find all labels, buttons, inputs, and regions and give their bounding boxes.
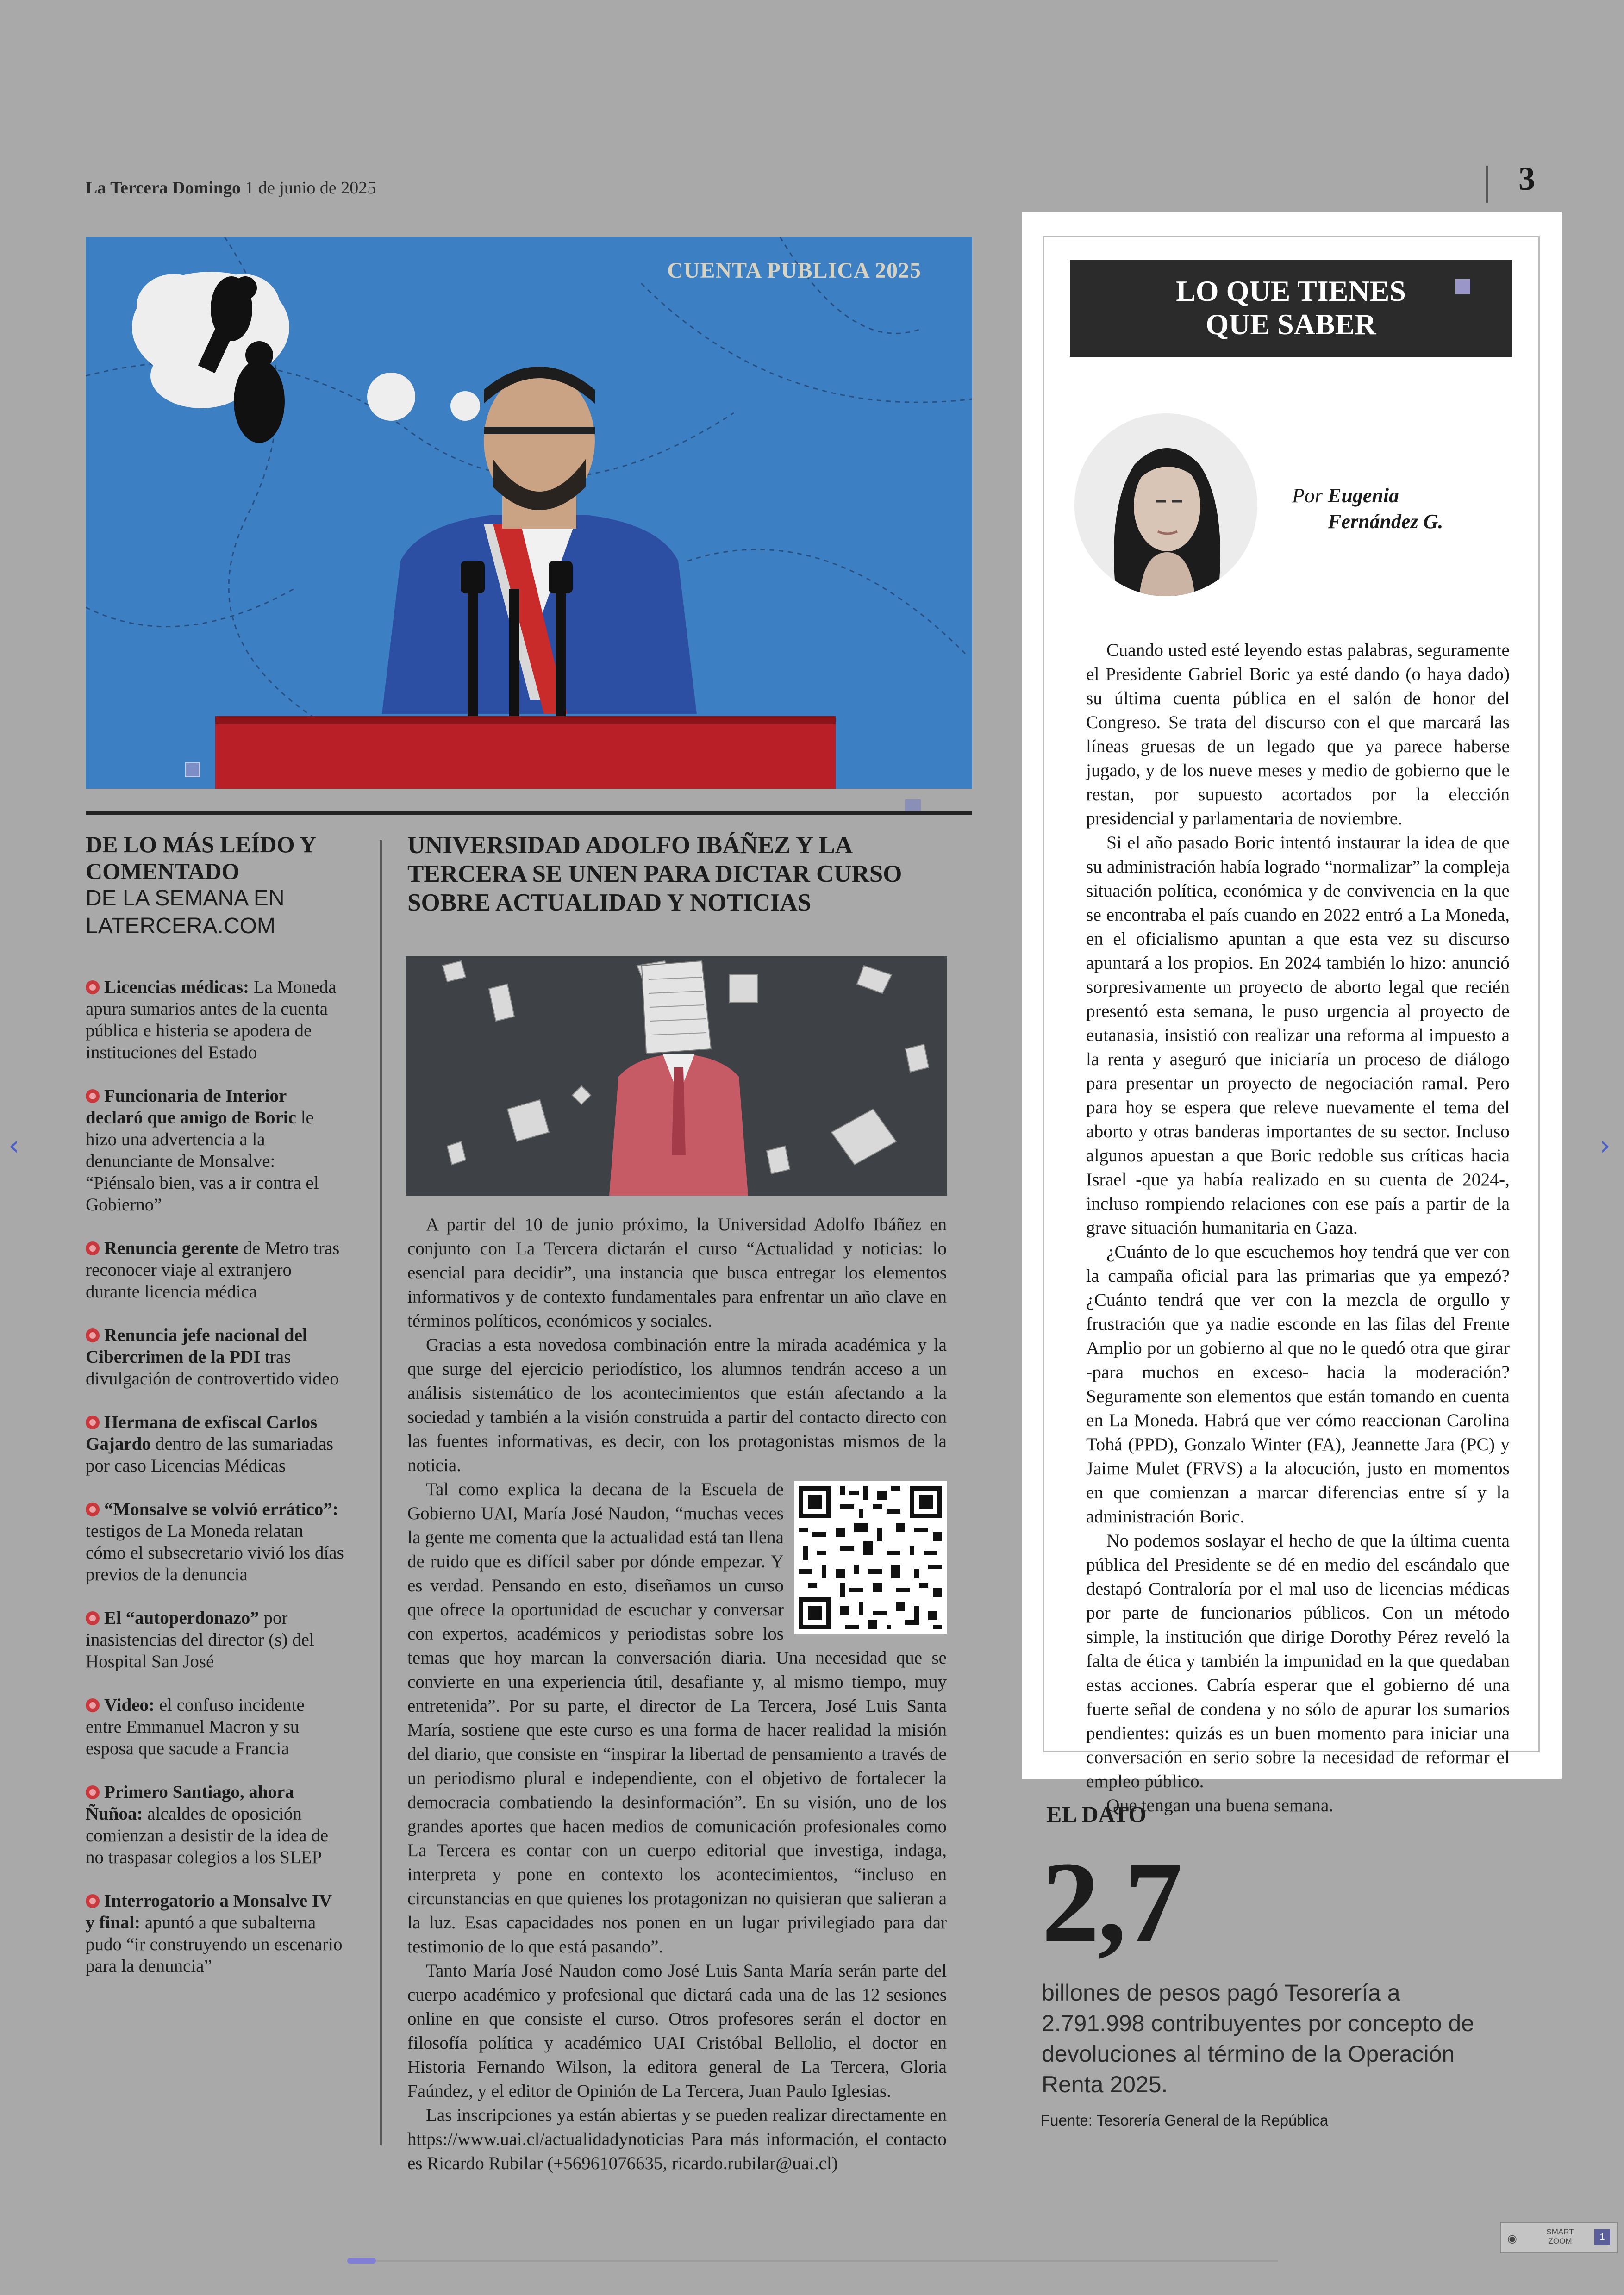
article-paragraph: Las inscripciones ya están abiertas y se pueden realizar directamente en https://www.uai.cl/actualidadynoticias Para más información, el contacto es Ricardo Rubilar (+56961076635, ricardo.rubilar@uai.cl) xyxy=(407,2105,947,2173)
smart-zoom-count: 1 xyxy=(1594,2229,1610,2245)
item-headline: Video: xyxy=(104,1695,155,1715)
item-text: La Moneda apura sumarios antes de la cuenta pública e histeria se apodera de instituciones del Estado xyxy=(86,977,337,1062)
most-read-item[interactable] xyxy=(86,1237,345,1303)
item-headline: Licencias médicas: xyxy=(104,977,250,997)
column-paragraph: Cuando usted esté leyendo estas palabras, seguramente el Presidente Gabriel Boric ya esté dando (o haya dado) su última cuenta pública en el salón de honor del Congreso. Se trata del discurso con el que marcará las líneas gruesas de un legado que ya parece haberse jugado, y de los nueve meses y medio de gobierno que le restan, por supuesto acortados por la elección presidencial y parlamentaria de noviembre. xyxy=(1086,640,1510,829)
item-text: apuntó a que subalterna pudo “ir construyendo un escenario para la denuncia” xyxy=(86,1913,343,1976)
article-paragraph: Gracias a esta novedosa combinación entre la mirada académica y la que surge del ejercicio periodístico, los alumnos tendrán acceso a un análisis sistemático de los acontecimientos que están afectando a la sociedad y también a la visión construida a partir del contacto directo con las fuentes informativas, es decir, con los protagonistas mismos de la noticia. xyxy=(407,1335,947,1475)
column-paragraph: Que tengan una buena semana. xyxy=(1106,1795,1334,1815)
qr-code[interactable] xyxy=(794,1481,947,1634)
column-paragraph: Si el año pasado Boric intentó instaurar la idea de que su administración había logrado “normalizar” la compleja situación política, económica y de convivencia en la que se encontraba el país cuando en 2022 entró a La Moneda, en el oficialismo apuntan a que esta vez su discurso apuntará a los propios. En 2024 también lo hizo: anunció sorpresivamente un proyecto de aborto legal que recién presentó esta semana, le puso urgencia al proyecto de eutanasia, insistió con realizar una reforma al impuesto a la renta y aseguró que iniciaría un proceso de diálogo para presentar un proyecto de negociación ramal. Pero para hoy se espera que releve nuevamente el tema del aborto y otras banderas importantes de su sector. Incluso algunos apuestan a que Boric redoble sus críticas hacia Israel -que ya había realizado en su cuenta de 2024-, incluso rompiendo relaciones con ese país a partir de la grave situación humanitaria en Gaza. xyxy=(1086,832,1510,1238)
bullet-icon xyxy=(86,1785,100,1799)
bullet-icon xyxy=(86,1416,100,1429)
item-headline: Hermana de exfiscal Carlos Gajardo xyxy=(86,1412,318,1454)
item-text: testigos de La Moneda relatan cómo el subsecretario vivió los días previos de la denuncia xyxy=(86,1521,344,1584)
page-header xyxy=(86,178,376,198)
page-scrollbar-thumb[interactable] xyxy=(347,2258,376,2264)
bullet-icon xyxy=(86,980,100,994)
byline-prefix: Por xyxy=(1292,484,1323,507)
fact-label: EL DATO xyxy=(1046,1801,1147,1827)
hero-illustration xyxy=(86,237,972,789)
qr-code-graphic xyxy=(794,1481,947,1634)
hero-illustration-art xyxy=(86,237,972,789)
author-name: Eugenia Fernández G. xyxy=(1328,484,1443,533)
next-page-arrow-icon[interactable]: › xyxy=(1599,1129,1611,1162)
most-read-item[interactable] xyxy=(86,1498,345,1585)
hero-tag: CUENTA PUBLICA 2025 xyxy=(667,258,921,283)
item-text: alcaldes de oposición comienzan a desistir de la idea de no traspasar colegios a los SLEP xyxy=(86,1804,329,1867)
item-headline: Renuncia gerente xyxy=(104,1238,239,1258)
most-read-item[interactable] xyxy=(86,1085,345,1216)
item-headline: Interrogatorio a Monsalve IV y final: xyxy=(86,1891,332,1933)
item-text: por inasistencias del director (s) del Hospital San José xyxy=(86,1608,314,1671)
item-text: tras divulgación de controvertido video xyxy=(86,1347,339,1389)
most-read-item[interactable] xyxy=(86,1781,345,1868)
article-body xyxy=(407,1213,947,2176)
article-paragraph: Tanto María José Naudon como José Luis Santa María serán parte del cuerpo académico y profesional que dictará cada una de las 12 sesiones online en que consiste el curso. Otros profesores serán el doctor en filosofía política y académico UAI Cristóbal Bellolio, el doctor en Historia Fernando Wilson, la editora general de La Tercera, Gloria Faúndez, y el editor de Opinión de La Tercera, Juan Paulo Iglesias. xyxy=(407,1961,947,2101)
eye-icon: ◉ xyxy=(1507,2233,1517,2245)
zoom-icon[interactable] xyxy=(1455,279,1470,294)
newspaper-man-illustration xyxy=(406,956,947,1196)
column-banner xyxy=(1070,260,1512,357)
section-rule xyxy=(86,811,972,815)
author-portrait xyxy=(1074,413,1257,596)
item-headline: Renuncia jefe nacional del Cibercrimen de la PDI xyxy=(86,1325,307,1367)
publication-date: 1 de junio de 2025 xyxy=(245,178,376,198)
column-banner-title: LO QUE TIENES QUE SABER xyxy=(1176,274,1406,341)
header-divider xyxy=(1486,166,1488,203)
most-read-item[interactable] xyxy=(86,976,345,1063)
smart-zoom-button[interactable] xyxy=(1500,2222,1618,2253)
page-number: 3 xyxy=(1518,160,1535,197)
column-divider xyxy=(380,840,382,2145)
smart-zoom-label: SMART ZOOM xyxy=(1546,2227,1574,2245)
bullet-icon xyxy=(86,1503,100,1516)
most-read-item[interactable] xyxy=(86,1607,345,1672)
article-paragraph: A partir del 10 de junio próximo, la Universidad Adolfo Ibáñez en conjunto con La Tercera dictarán el curso “Actualidad y noticias: lo esencial para decidir”, una instancia que busca entregar los elementos informativos y de contexto fundamentales para enfrentar un año clave en términos políticos, económicos y sociales. xyxy=(407,1215,947,1331)
article-illustration xyxy=(406,956,947,1196)
bullet-icon xyxy=(86,1611,100,1625)
bullet-icon xyxy=(86,1894,100,1908)
fact-description: billones de pesos pagó Tesorería a 2.791.998 contribuyentes por concepto de devoluciones al término de la Operación Renta 2025. xyxy=(1042,1980,1474,2097)
most-read-title: DE LO MÁS LEÍDO Y COMENTADO xyxy=(86,831,316,884)
column-paragraph: No podemos soslayar el hecho de que la última cuenta pública del Presidente se dé en medio del escándalo que destapó Contraloría por el mal uso de licencias médicas por parte de funcionarios públicos. Con un método simple, la institución que dirige Dorothy Pérez reveló la falta de ética y también la impunidad en la que quedaban estas acciones. Cabría esperar que el gobierno dé una fuerte señal de condena y no sólo de apurar los sumarios pendientes: quizás es un buen momento para iniciar una conversación en serio sobre la necesidad de reformar el empleo público. xyxy=(1086,1530,1510,1791)
item-text: dentro de las sumariadas por caso Licencias Médicas xyxy=(86,1434,334,1476)
article-paragraph: Tal como explica la decana de la Escuela de Gobierno UAI, María José Naudon, “muchas veces la gente me comenta que la actualidad está tan llena de ruido que es difícil saber por dónde empezar. Y es verdad. Pensando en esto, diseñamos un curso que ofrece la oportunidad de escuchar y conversar con expertos, académicos y periodistas sobre los temas que hoy marcan la conversación diaria. Una necesidad que se convierte en una experiencia útil, desafiante y, al mismo tiempo, muy entretenida”. Por su parte, el director de La Tercera, José Luis Santa María, sostiene que este curso es una forma de hacer realidad la misión del diario, que consiste en “inspirar la libertad de pensamiento a través de un periodismo plural e independiente, con el objetivo de fortalecer la democracia combatiendo la desinformación”. En su visión, uno de los grandes aportes que hacen medios de comunicación profesionales como La Tercera es contar con un cuerpo editorial que investiga, indaga, interpreta y pone en contexto los acontecimientos, “incluso en circunstancias en que quienes los protagonizan no quisieran que salieran a la luz. Esas capacidades nos ponen en un lugar privilegiado para dar testimonio de lo que está pasando”. xyxy=(407,1479,947,1957)
item-text: le hizo una advertencia a la denunciante de Monsalve: “Piénsalo bien, vas a ir contra el Gobierno” xyxy=(86,1108,319,1215)
most-read-section xyxy=(86,831,345,1999)
fact-source: Fuente: Tesorería General de la República xyxy=(1041,2112,1329,2129)
bullet-icon xyxy=(86,1328,100,1342)
item-headline: El “autoperdonazo” xyxy=(104,1608,259,1628)
item-headline: Primero Santiago, ahora Ñuñoa: xyxy=(86,1782,294,1824)
image-zoom-icon[interactable] xyxy=(185,762,200,777)
column-body xyxy=(1086,638,1510,1817)
item-text: de Metro tras reconocer viaje al extranjero durante licencia médica xyxy=(86,1238,340,1302)
most-read-item[interactable] xyxy=(86,1694,345,1759)
bullet-icon xyxy=(86,1089,100,1103)
most-read-item[interactable] xyxy=(86,1411,345,1477)
column-paragraph: ¿Cuánto de lo que escuchemos hoy tendrá que ver con la campaña oficial para las primarias que ya empezó? ¿Cuánto tendrá que ver con la mezcla de orgullo y frustración que ya nadie esconde en las filas del Frente Amplio por un gobierno al que no le quedó otra que girar -para muchos en exceso- hacia la moderación? Seguramente son elementos que están tomando en cuenta en La Moneda. Habrá que ver cómo reaccionan Carolina Tohá (PPD), Gonzalo Winter (FA), Jeannette Jara (PC) y Jaime Mulet (FRVS) a la alocución, justo en momentos en que comienzan a marcar diferencias entre sí y la administración Boric. xyxy=(1086,1241,1510,1527)
zoom-icon[interactable] xyxy=(905,799,921,811)
item-headline: “Monsalve se volvió errático”: xyxy=(104,1499,338,1519)
bullet-icon xyxy=(86,1698,100,1712)
article-title: UNIVERSIDAD ADOLFO IBÁÑEZ Y LA TERCERA SE UNEN PARA DICTAR CURSO SOBRE ACTUALIDAD Y NOTICIAS xyxy=(407,832,902,916)
most-read-list xyxy=(86,976,345,1977)
most-read-item[interactable] xyxy=(86,1324,345,1390)
item-headline: Funcionaria de Interior declaró que amigo de Boric xyxy=(86,1086,296,1128)
item-text: el confuso incidente entre Emmanuel Macron y su esposa que sacude a Francia xyxy=(86,1695,305,1759)
most-read-item[interactable] xyxy=(86,1890,345,1977)
page-scrollbar-track[interactable] xyxy=(347,2260,1278,2262)
author-avatar xyxy=(1074,413,1257,596)
most-read-subtitle: DE LA SEMANA EN LATERCERA.COM xyxy=(86,886,285,938)
previous-page-arrow-icon[interactable]: ‹ xyxy=(8,1129,19,1162)
fact-value: 2,7 xyxy=(1042,1838,1181,1966)
bullet-icon xyxy=(86,1241,100,1255)
author-byline xyxy=(1292,483,1467,535)
publication-name: La Tercera Domingo xyxy=(86,178,241,198)
